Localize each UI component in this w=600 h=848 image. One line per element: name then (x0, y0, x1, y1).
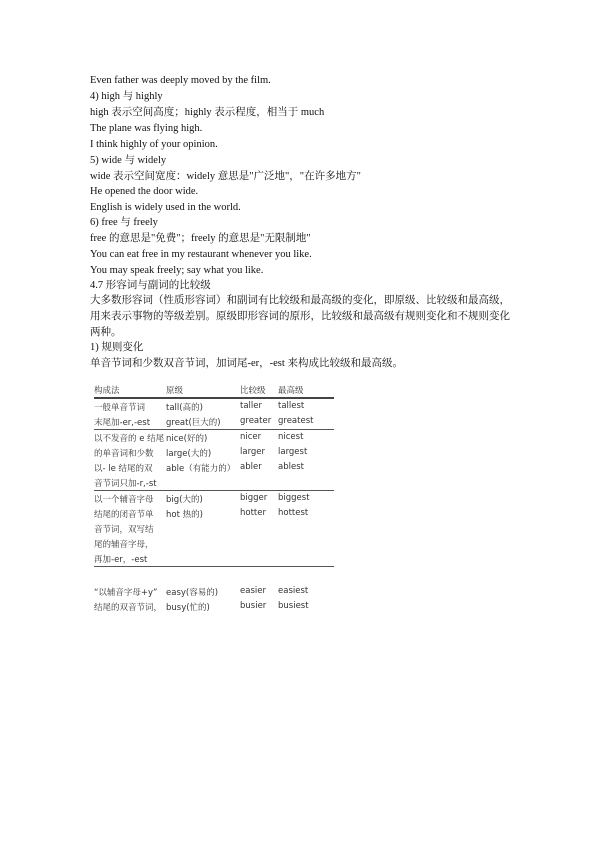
section-heading-comparatives: 4.7 形容词与副词的比较级 (90, 280, 211, 291)
explanation-text: high 表示空间高度；highly 表示程度，相当于 much (90, 107, 325, 118)
rule-text: 单音节词和少数双音节词，加词尾-er，-est 来构成比较级和最高级。 (90, 358, 403, 369)
table-cell: greatest (278, 416, 314, 426)
header-cell: 原级 (166, 386, 184, 396)
table-cell: 以一个辅音字母 (94, 495, 154, 505)
table-cell: biggest (278, 493, 310, 503)
group-rule (94, 566, 334, 567)
table-cell: great(巨大的) (166, 418, 221, 428)
table-cell: easier (240, 586, 266, 596)
table-row (94, 462, 336, 477)
table-cell: “以辅音字母+y” (94, 588, 158, 598)
example-sentence: You can eat free in my restaurant whenever you like. (90, 249, 312, 260)
table-cell: bigger (240, 493, 268, 503)
table-row (94, 601, 336, 616)
table-cell: 结尾的双音节词， (94, 603, 163, 613)
example-sentence: You may speak freely; say what you like. (90, 265, 264, 276)
table-cell: 以- le 结尾的双 (94, 464, 153, 474)
section-heading-free-freely: 6) free 与 freely (90, 217, 158, 228)
header-cell: 构成法 (94, 386, 120, 396)
table-row (94, 432, 336, 447)
table-cell: 结尾的闭音节单 (94, 510, 154, 520)
table-row (94, 538, 336, 553)
example-sentence: English is widely used in the world. (90, 202, 241, 213)
subheading-regular-changes: 1) 规则变化 (90, 342, 144, 353)
header-cell: 最高级 (278, 386, 304, 396)
group-rule (94, 490, 334, 491)
table-cell: nice(好的) (166, 434, 208, 444)
table-cell: able（有能力的） (166, 464, 236, 474)
table-cell: abler (240, 462, 262, 472)
table-cell: 音节词，双写结 (94, 525, 154, 535)
table-cell: tall(高的) (166, 403, 203, 413)
table-cell: 一般单音节词 (94, 403, 146, 413)
section-heading-high-highly: 4) high 与 highly (90, 91, 163, 102)
table-cell: taller (240, 401, 262, 411)
table-cell: hottest (278, 508, 309, 518)
table-cell: larger (240, 447, 266, 457)
explanation-text: wide 表示空间宽度：widely 意思是"广泛地"，"在许多地方" (90, 171, 361, 182)
table-cell: tallest (278, 401, 305, 411)
table-row (94, 508, 336, 523)
table-cell: busier (240, 601, 267, 611)
table-cell: 尾的辅音字母， (94, 540, 154, 550)
table-cell: nicest (278, 432, 304, 442)
table-cell: hot 热的) (166, 510, 203, 520)
table-cell: hotter (240, 508, 266, 518)
table-cell: busy(忙的) (166, 603, 210, 613)
table-cell: 再加-er，-est (94, 555, 148, 565)
table-cell: big(大的) (166, 495, 203, 505)
intro-paragraph: 大多数形容词（性质形容词）和副词有比较级和最高级的变化，即原级、比较级和最高级，用来表示事物的等级差别。原级即形容词的原形，比较级和最高级有规则变化和不规则变化两种。 (90, 295, 510, 338)
table-row (94, 401, 336, 416)
table-row (94, 447, 336, 462)
header-rule (94, 397, 334, 399)
section-heading-wide-widely: 5) wide 与 widely (90, 155, 167, 166)
table-cell: ablest (278, 462, 304, 472)
example-sentence: The plane was flying high. (90, 123, 203, 134)
table-cell: greater (240, 416, 272, 426)
table-row (94, 586, 336, 601)
table-cell: 以不发音的 e 结尾 (94, 434, 165, 444)
table-cell: nicer (240, 432, 262, 442)
table-cell: easiest (278, 586, 309, 596)
example-sentence: I think highly of your opinion. (90, 139, 218, 150)
table-cell: busiest (278, 601, 309, 611)
table-cell: 音节词只加-r,-st (94, 479, 157, 489)
table-cell: large(大的) (166, 449, 212, 459)
table-cell: easy(容易的) (166, 588, 219, 598)
table-cell: 的单音词和少数 (94, 449, 154, 459)
explanation-text: free 的意思是"免费"；freely 的意思是"无限制地" (90, 233, 311, 244)
table-row (94, 523, 336, 538)
table-row (94, 493, 336, 508)
example-sentence: He opened the door wide. (90, 186, 199, 197)
header-cell: 比较级 (240, 386, 266, 396)
table-cell: 末尾加-er,-est (94, 418, 151, 428)
table-cell: largest (278, 447, 308, 457)
example-sentence: Even father was deeply moved by the film. (90, 75, 271, 86)
group-rule (94, 429, 334, 430)
